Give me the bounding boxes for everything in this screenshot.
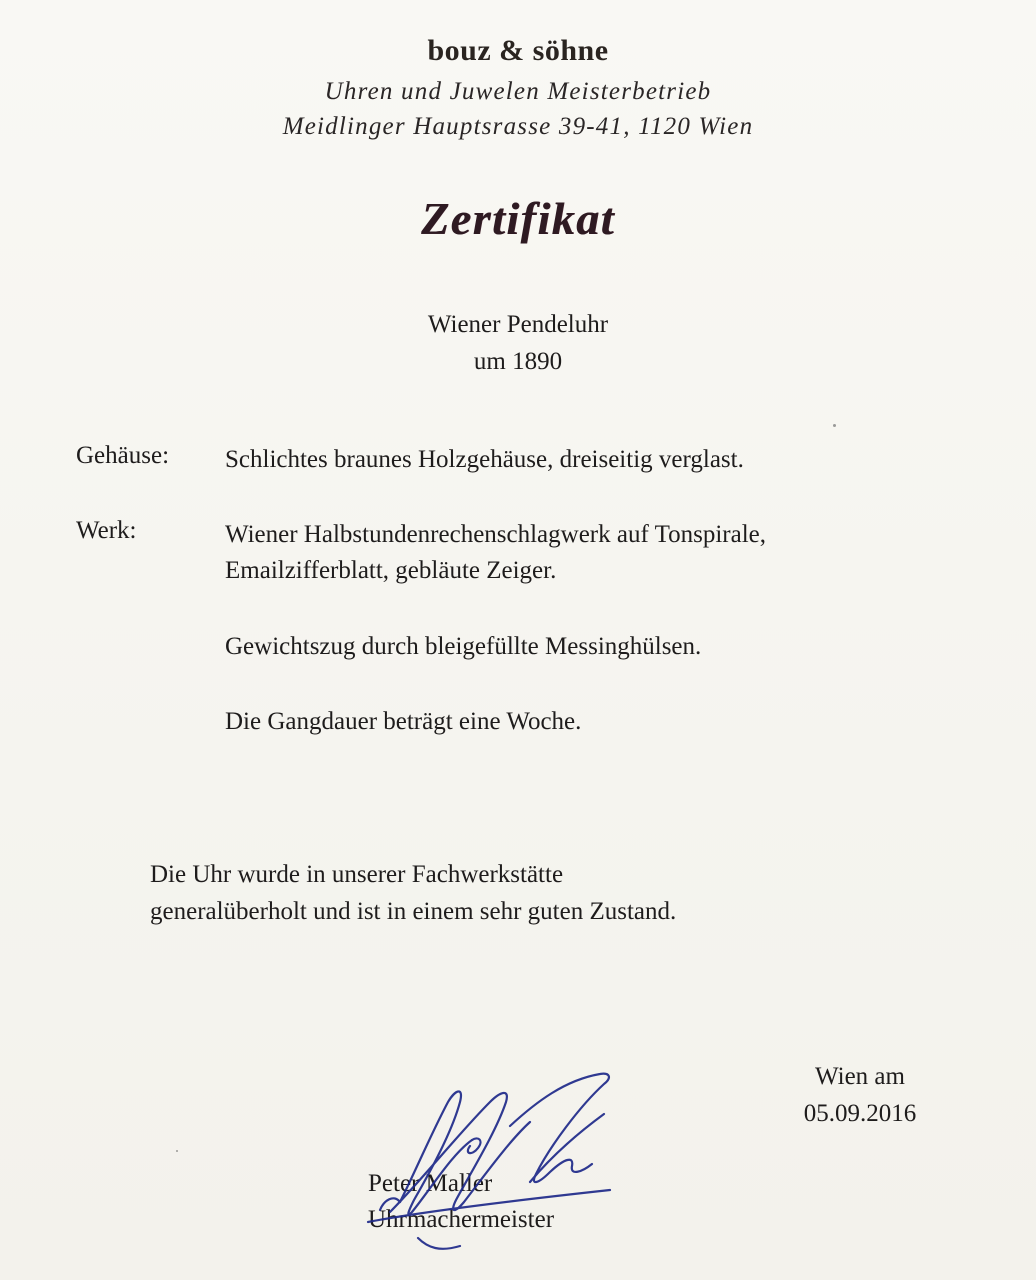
- place-text: Wien am: [815, 1063, 905, 1090]
- weights-text: Gewichtszug durch bleigefüllte Messinghülsen.: [225, 633, 702, 660]
- signer-role: Uhrmachermeister: [368, 1206, 555, 1233]
- closing-statement: [150, 856, 676, 930]
- paper-speck: [833, 424, 836, 427]
- company-name: bouz & söhne: [427, 34, 609, 67]
- paper-speck: [176, 1150, 178, 1152]
- place-date: [780, 1058, 940, 1132]
- movement-line-1: Wiener Halbstundenrechenschlagwerk auf Tonspirale,: [225, 521, 767, 548]
- case-label: Gehäuse:: [76, 442, 170, 469]
- movement-label: Werk:: [76, 517, 137, 544]
- company-tagline: Uhren und Juwelen Meisterbetrieb: [324, 78, 712, 105]
- document-title: Zertifikat: [421, 193, 615, 244]
- item-date: um 1890: [473, 348, 563, 375]
- item-name: Wiener Pendeluhr: [427, 311, 609, 338]
- movement-value: [225, 517, 766, 589]
- signer-block: [368, 1166, 554, 1238]
- case-value: Schlichtes braunes Holzgehäuse, dreiseitig verglast.: [225, 446, 744, 473]
- closing-line-1: Die Uhr wurde in unserer Fachwerkstätte: [150, 861, 564, 888]
- closing-line-2: generalüberholt und ist in einem sehr guten Zustand.: [150, 898, 677, 925]
- signer-name: Peter Maller: [368, 1170, 493, 1197]
- company-address: Meidlinger Hauptsrasse 39-41, 1120 Wien: [282, 113, 754, 140]
- movement-line-2: Emailzifferblatt, gebläute Zeiger.: [225, 557, 557, 584]
- duration-text: Die Gangdauer beträgt eine Woche.: [225, 708, 582, 735]
- date-text: 05.09.2016: [803, 1100, 917, 1127]
- item-subject: [0, 306, 1036, 380]
